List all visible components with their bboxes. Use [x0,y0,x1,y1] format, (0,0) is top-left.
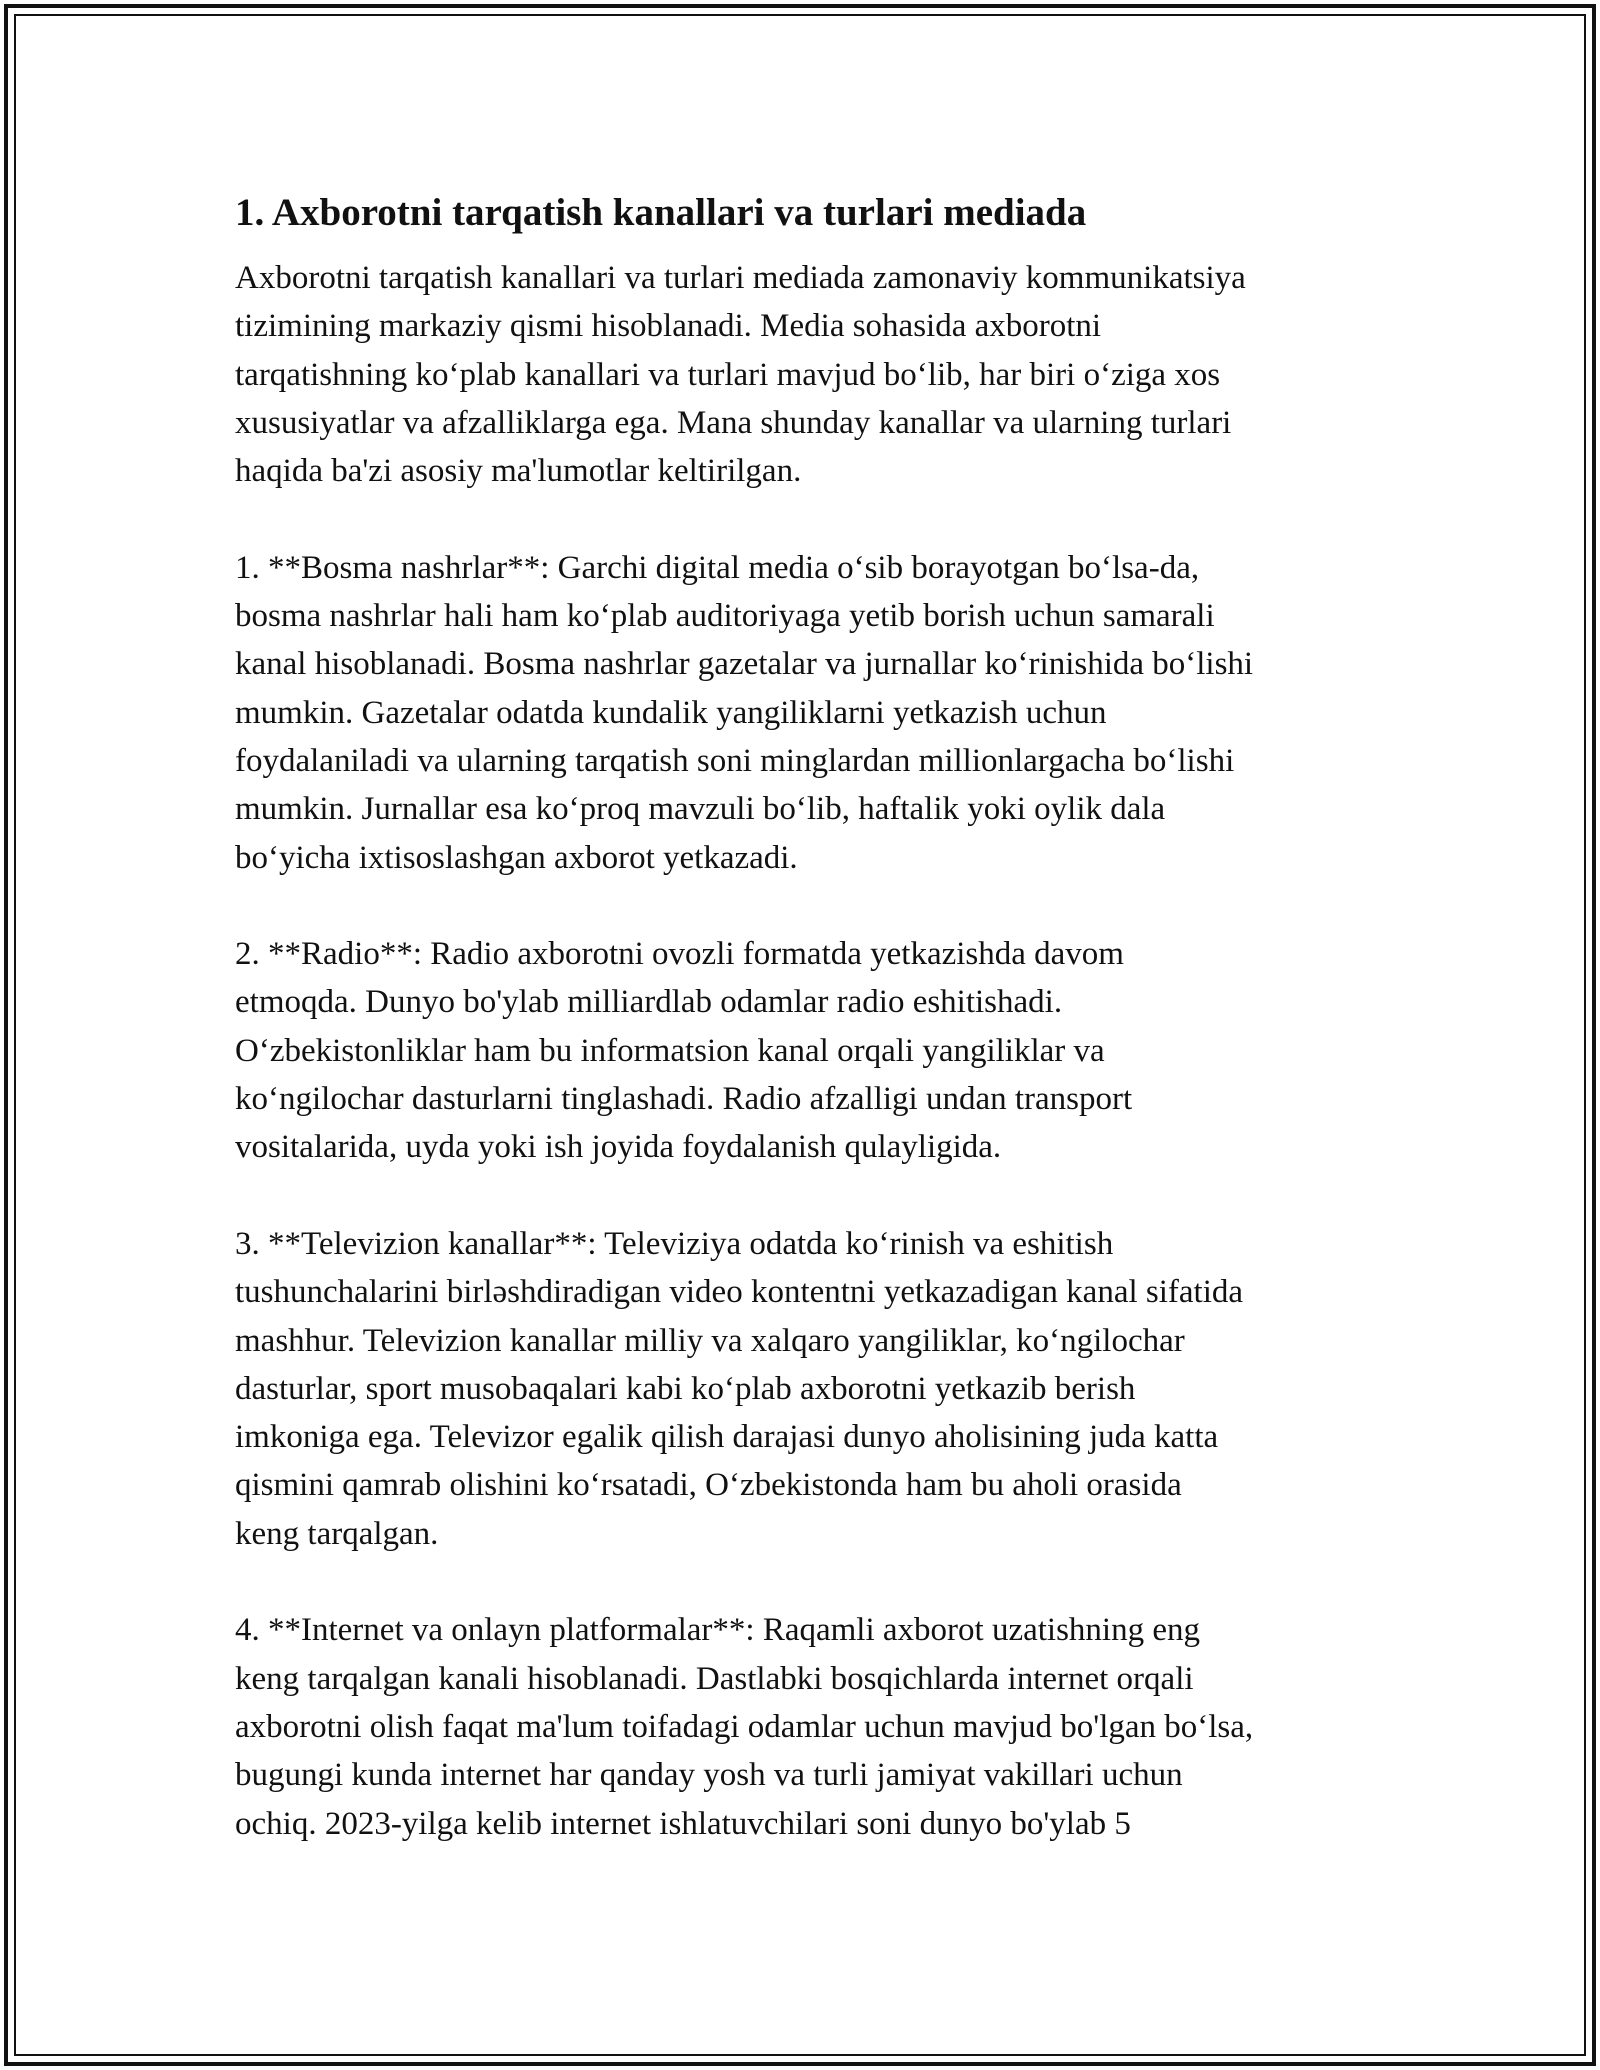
paragraph-line: 1. **Bosma nashrlar**: Garchi digital media oʻsib borayotgan boʻlsa-da, [235,549,1200,586]
paragraph-line: etmoqda. Dunyo bo'ylab milliardlab odamlar radio eshitishadi. [235,984,1063,1021]
document-title: 1. Axborotni tarqatish kanallari va turlari mediada [235,191,1087,234]
paragraph-line: xususiyatlar va afzalliklarga ega. Mana shunday kanallar va ularning turlari [235,404,1232,441]
paragraph-line: keng tarqalgan kanali hisoblanadi. Dastlabki bosqichlarda internet orqali [235,1660,1194,1697]
paragraph-radio [235,930,1375,1171]
paragraph-line: 4. **Internet va onlayn platformalar**: Raqamli axborot uzatishning eng [235,1612,1200,1649]
paragraph-line: keng tarqalgan. [235,1515,439,1552]
paragraph-line: mumkin. Jurnallar esa koʻproq mavzuli boʻlib, haftalik yoki oylik dala [235,791,1166,828]
paragraph-line: koʻngilochar dasturlarni tinglashadi. Radio afzalligi undan transport [235,1081,1133,1118]
paragraph-internet [235,1606,1375,1847]
paragraph-line: axborotni olish faqat ma'lum toifadagi odamlar uchun mavjud bo'lgan boʻlsa, [235,1708,1254,1745]
paragraph-line: bugungi kunda internet har qanday yosh va turli jamiyat vakillari uchun [235,1757,1183,1794]
paragraph-print-media [235,544,1375,882]
paragraph-line: bosma nashrlar hali ham koʻplab auditoriyaga yetib borish uchun samarali [235,598,1215,635]
paragraph-line: mashhur. Televizion kanallar milliy va xalqaro yangiliklar, koʻngilochar [235,1322,1185,1359]
paragraph-television [235,1220,1375,1558]
paragraph-line: imkoniga ega. Televizor egalik qilish darajasi dunyo aholisining juda katta [235,1419,1219,1456]
paragraph-line: vositalarida, uyda yoki ish joyida foydalanish qulayligida. [235,1129,1002,1166]
paragraph-line: ochiq. 2023-yilga kelib internet ishlatuvchilari soni dunyo bo'ylab 5 [235,1805,1131,1842]
document-body [235,188,1375,1896]
paragraph-line: haqida ba'zi asosiy ma'lumotlar keltirilgan. [235,453,802,490]
paragraph-intro [235,254,1375,495]
paragraph-line: tizimining markaziy qismi hisoblanadi. Media sohasida axborotni [235,308,1102,345]
paragraph-line: tarqatishning koʻplab kanallari va turlari mavjud boʻlib, har biri oʻziga xos [235,356,1221,393]
paragraph-line: dasturlar, sport musobaqalari kabi koʻplab axborotni yetkazib berish [235,1370,1136,1407]
paragraph-line: 3. **Televizion kanallar**: Televiziya odatda koʻrinish va eshitish [235,1225,1114,1262]
paragraph-line: Oʻzbekistonliklar ham bu informatsion kanal orqali yangiliklar va [235,1032,1105,1069]
paragraph-line: foydalaniladi va ularning tarqatish soni minglardan millionlargacha boʻlishi [235,742,1235,779]
paragraph-line: mumkin. Gazetalar odatda kundalik yangiliklarni yetkazish uchun [235,694,1107,731]
paragraph-line: 2. **Radio**: Radio axborotni ovozli formatda yetkazishda davom [235,936,1124,973]
paragraph-line: qismini qamrab olishini koʻrsatadi, Oʻzbekistonda ham bu aholi orasida [235,1467,1182,1504]
paragraph-line: boʻyicha ixtisoslashgan axborot yetkazadi. [235,839,798,876]
paragraph-line: kanal hisoblanadi. Bosma nashrlar gazetalar va jurnallar koʻrinishida boʻlishi [235,646,1254,683]
paragraph-line: Axborotni tarqatish kanallari va turlari mediada zamonaviy kommunikatsiya [235,260,1246,296]
paragraph-line: tushunchalarini birləshdiradigan video kontentni yetkazadigan kanal sifatida [235,1274,1244,1311]
